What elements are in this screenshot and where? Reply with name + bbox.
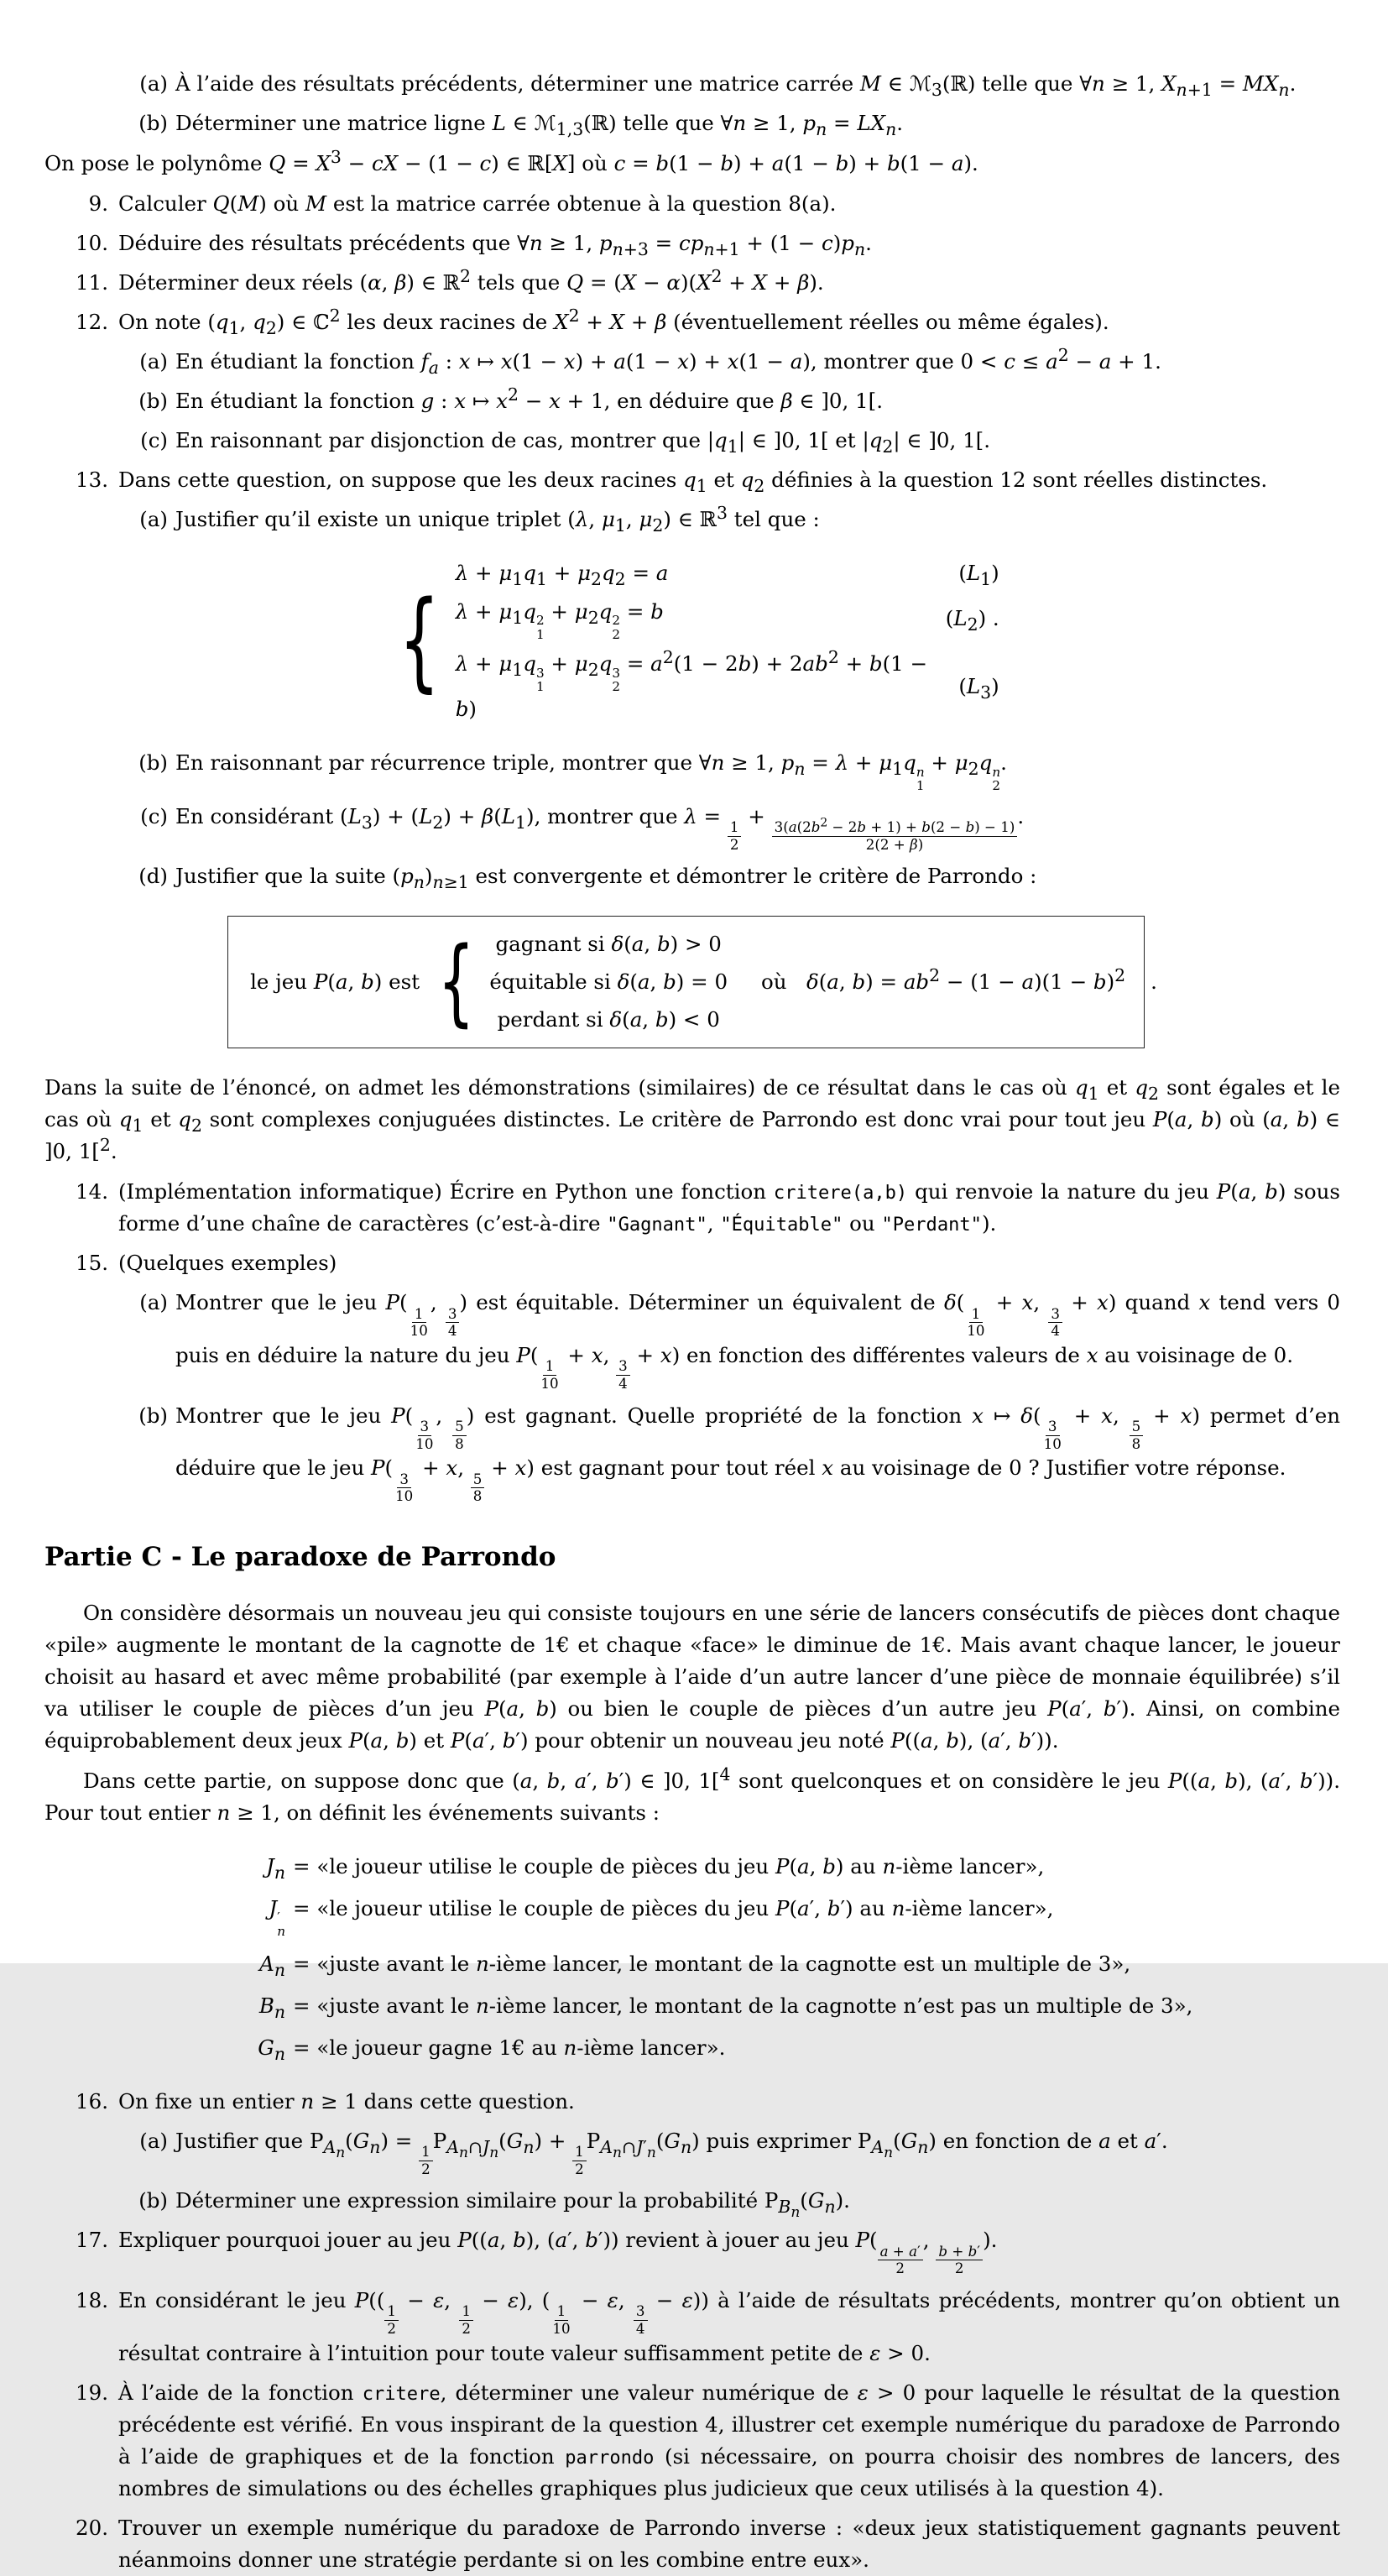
item-16a: [130, 2125, 1340, 2178]
item-13c: [130, 801, 1340, 854]
equation-L1: $\lambda + \mu_1q_1 + \mu_2q_2 = a$: [455, 560, 669, 589]
item-8a: [130, 68, 1340, 100]
question-12-label: 12.: [76, 309, 108, 334]
item-8b-text: Déterminer une matrice ligne L ∈ ℳ$_{1,3}$(ℝ) telle que ∀n ≥ 1, $p_n = LX_n$.: [175, 110, 904, 139]
item-12b: [130, 385, 1340, 417]
item-8b-label: (b): [138, 110, 168, 135]
event-Jn: [239, 1851, 1340, 1883]
item-12a: [130, 346, 1340, 378]
equation-system: { $\lambda + \mu_1q_1 + \mu_2q_2 = a$ $(L_1)$ $\lambda + \mu_1q$ 2 1 + $\mu_2q$ 2 2 = b $(L_2)$ . $\lambda + \mu_1q$ 3 1 + $\mu_2q$ 3 2 = $a^2(1 - 2b) + 2ab^2 + b(1 - b)$ $(L_3)$: [44, 557, 1340, 726]
equation-L3-tag: $(L_3)$: [958, 674, 999, 703]
event-Bn-symbol: $B_n$: [258, 1993, 285, 2022]
item-12b-text: En étudiant la fonction g : x ↦ $x^2 - x + 1$, en déduire que β ∈ ]0, 1[.: [175, 384, 883, 413]
event-An-symbol: $A_n$: [259, 1952, 285, 1980]
criterion-cases: [489, 928, 728, 1036]
item-13c-label: (c): [140, 803, 168, 828]
item-12c-text: En raisonnant par disjonction de cas, montrer que $|q_1|$ ∈ ]0, 1[ et $|q_2|$ ∈ ]0, 1[.: [175, 427, 990, 457]
question-17-text: Expliquer pourquoi jouer au jeu P((a, b), (a′, b′)) revient à jouer au jeu P( $\frac{a + a'}{2}$ , $\frac{b + b'}{2}$ ).: [118, 2228, 998, 2277]
event-Jn-prime-description: = «le joueur utilise le couple de pièces du jeu P(a′, b′) au n-ième lancer»,: [293, 1895, 1054, 1920]
question-10-text: Déduire des résultats précédents que ∀n ≥ 1, $p_{n+3} = cp_{n+1} + (1 - c)p_n$.: [118, 230, 872, 259]
item-13d: [130, 860, 1340, 892]
criterion-left: le jeu P(a, b) est: [250, 969, 420, 995]
item-16b-text: Déterminer une expression similaire pour la probabilité $P_{B_n}(G_n)$.: [175, 2188, 850, 2222]
equation-L1-tag: $(L_1)$: [958, 560, 999, 589]
item-13b-text: En raisonnant par récurrence triple, montrer que ∀n ≥ 1, $p_n = \lambda + \mu_1q$ n 1 + $\mu_2q$ n 2 .: [175, 750, 1007, 794]
item-13c-text: En considérant $(L_3) + (L_2) + \beta(L_1)$, montrer que λ = $\frac{1}{2}$ + $\frac{3(a(2b^2 - 2b + 1) + b(2 - b) - 1)}{2(2 + \beta)}$ .: [175, 803, 1025, 853]
question-18: [44, 2285, 1340, 2370]
item-13b: [130, 747, 1340, 792]
item-13d-label: (d): [138, 864, 168, 889]
event-Gn-description: = «le joueur gagne 1€ au n-ième lancer».: [293, 2035, 726, 2060]
event-Gn-symbol: $G_n$: [258, 2035, 285, 2064]
item-12b-label: (b): [138, 388, 168, 413]
item-15a-label: (a): [139, 1290, 168, 1315]
question-16: [44, 2086, 1340, 2118]
event-An-description: = «juste avant le n-ième lancer, le montant de la cagnotte est un multiple de 3»,: [293, 1952, 1131, 1976]
question-19-text: À l’aide de la fonction critere, déterminer une valeur numérique de ε > 0 pour laquelle le résultat de la question précédente est vérifié. En vous inspirant de la question 4, illustrer cet exemple numérique du paradoxe de Parrondo à l’aide de graphiques et de la fonction parrondo (si nécessaire, on pourra choisir des nombres de lancers, des nombres de simulations ou des échelles graphiques plus judicieux que ceux utilisés à la question 4).: [118, 2380, 1340, 2500]
question-20: [44, 2512, 1340, 2576]
item-13a-label: (a): [139, 506, 168, 531]
system-row-3: [456, 648, 999, 725]
event-Jn-prime-symbol: J ′ n: [269, 1895, 285, 1939]
question-20-label: 20.: [76, 2515, 108, 2540]
question-9: [44, 188, 1340, 220]
question-12-text: On note ($q_1$, $q_2$) ∈ ℂ$^2$ les deux racines de $X^2 + X + \beta$ (éventuellement réelles ou même égales).: [118, 305, 1109, 338]
events-definitions: [44, 1851, 1340, 2064]
item-12a-label: (a): [139, 348, 168, 374]
question-18-label: 18.: [76, 2288, 108, 2313]
question-13-label: 13.: [76, 467, 108, 492]
item-15b-text: Montrer que le jeu P( $\frac{3}{10}$ , $\frac{5}{8}$ ) est gagnant. Quelle propriété de la fonction x ↦ δ( $\frac{3}{10}$ + x, $\frac{5}{8}$ + x) permet d’en déduire que le jeu P( $\frac{3}{10}$ + x, $\frac{5}{8}$ + x) est gagnant pour tout réel x au voisinage de 0 ? Justifier votre réponse.: [175, 1403, 1341, 1505]
item-15a: [130, 1287, 1340, 1392]
item-16a-label: (a): [139, 2128, 168, 2153]
event-Gn: [239, 2032, 1340, 2064]
parrondo-criterion: [44, 916, 1340, 1048]
case-losing: perdant si δ(a, b) < 0: [497, 1007, 720, 1032]
item-13a: [130, 504, 1340, 536]
question-9-text: Calculer Q(M) où M est la matrice carrée obtenue à la question 8(a).: [118, 191, 837, 216]
question-13-text: Dans cette question, on suppose que les deux racines $q_1$ et $q_2$ définies à la question 12 sont réelles distinctes.: [118, 467, 1268, 496]
criterion-period: .: [1151, 969, 1157, 995]
event-Jn-prime: [239, 1893, 1340, 1938]
event-Jn-symbol: $J_n$: [266, 1853, 285, 1883]
question-10-label: 10.: [76, 230, 108, 255]
case-fair: équitable si δ(a, b) = 0: [489, 969, 728, 995]
polynomial-paragraph: On pose le polynôme $Q = X^3$ − cX − (1 − c) ∈ ℝ[X] où c = b(1 − b) + a(1 − b) + b(1 − a).: [44, 146, 978, 175]
question-15-label: 15.: [76, 1251, 108, 1276]
item-8a-label: (a): [139, 71, 168, 96]
item-12c-label: (c): [140, 427, 168, 452]
system-rows: [456, 557, 999, 726]
question-11: [44, 267, 1340, 299]
event-An: [239, 1948, 1340, 1980]
question-16-label: 16.: [76, 2088, 108, 2114]
item-15a-text: Montrer que le jeu P( $\frac{1}{10}$ , $\frac{3}{4}$ ) est équitable. Déterminer un équivalent de δ( $\frac{1}{10}$ + x, $\frac{3}{4}$ + x) quand x tend vers 0 puis en déduire la nature du jeu P( $\frac{1}{10}$ + x, $\frac{3}{4}$ + x) en fonction des différentes valeurs de x au voisinage de 0.: [175, 1290, 1341, 1392]
question-17: [44, 2224, 1340, 2277]
system-row-2: [456, 596, 999, 641]
item-13d-text: Justifier que la suite $(p_n)_{n\ge 1}$ est convergente et démontrer le critère de Parrondo :: [175, 864, 1037, 893]
question-14-label: 14.: [76, 1179, 108, 1204]
partc-intro-paragraph: On considère désormais un nouveau jeu qui consiste toujours en une série de lancers consécutifs de pièces dont chaque «pile» augmente le montant de la cagnotte de 1€ et chaque «face» le diminue de 1€. Mais avant chaque lancer, le joueur choisit au hasard et avec même probabilité (par exemple à l’aide d’un autre lancer d’une pièce de monnaie équilibrée) s’il va utiliser le couple de pièces d’un jeu P(a, b) ou bien le couple de pièces d’un autre jeu P(a′, b′). Ainsi, on combine équiprobablement deux jeux P(a, b) et P(a′, b′) pour obtenir un nouveau jeu noté P((a, b), (a′, b′)).: [44, 1600, 1340, 1753]
item-15b-label: (b): [138, 1403, 168, 1428]
section-heading-partie-c: Partie C - Le paradoxe de Parrondo: [44, 1541, 556, 1572]
equation-L2-tag: $(L_2)$ .: [945, 605, 999, 635]
criterion-delta-definition: où δ(a, $b) = ab^2 - (1 - a)(1 - b)^2$: [761, 965, 1126, 995]
item-16b: [130, 2185, 1340, 2222]
question-19-label: 19.: [76, 2380, 108, 2405]
question-11-label: 11.: [76, 269, 108, 295]
question-14-text: (Implémentation informatique) Écrire en Python une fonction critere(a,b) qui renvoie la nature du jeu P(a, b) sous forme d’une chaîne de caractères (c’est-à-dire "Gagnant", "Équitable" ou "Perdant").: [118, 1179, 1340, 1236]
criterion-box: le jeu P(a, b) est { gagnant si δ(a, b) > 0 équitable si δ(a, b) = 0 perdant si δ(a, b) < 0 où δ(a, $b) = ab^2 - (1 - a)(1 - b)^2$: [227, 916, 1145, 1048]
item-8a-text: À l’aide des résultats précédents, déterminer une matrice carrée M ∈ ℳ$_3$(ℝ) telle que ∀n ≥ 1, $X_{n+1} = MX_n$.: [175, 71, 1297, 100]
item-13a-text: Justifier qu’il existe un unique triplet (λ, $\mu_1$, $\mu_2$) ∈ ℝ$^3$ tel que :: [175, 502, 820, 536]
item-12c: [130, 425, 1340, 457]
question-12: [44, 306, 1340, 338]
item-16b-label: (b): [138, 2188, 168, 2213]
question-9-label: 9.: [88, 191, 108, 216]
question-17-label: 17.: [76, 2228, 108, 2253]
item-8b: [130, 107, 1340, 139]
item-15b: [130, 1400, 1340, 1505]
question-13: [44, 464, 1340, 496]
question-20-text: Trouver un exemple numérique du paradoxe de Parrondo inverse : «deux jeux statistiquement gagnants peuvent néanmoins donner une stratégie perdante si on les combine entre eux».: [118, 2515, 1340, 2572]
case-winning: gagnant si δ(a, b) > 0: [495, 932, 722, 957]
equation-L2: $\lambda + \mu_1q$ 2 1 + $\mu_2q$ 2 2 = b: [455, 598, 664, 642]
question-15: [44, 1247, 1340, 1279]
question-15-text: (Quelques exemples): [118, 1251, 337, 1276]
equation-L3: $\lambda + \mu_1q$ 3 1 + $\mu_2q$ 3 2 = $a^2(1 - 2b) + 2ab^2 + b(1 - b)$: [455, 646, 928, 722]
admitted-results-paragraph: Dans la suite de l’énoncé, on admet les démonstrations (similaires) de ce résultat dans le cas où $q_1$ et $q_2$ sont égales et le cas où $q_1$ et $q_2$ sont complexes conjuguées distinctes. Le critère de Parrondo est donc vrai pour tout jeu P(a, b) où (a, b) ∈ ]0, 1[$^2$.: [44, 1075, 1340, 1164]
event-Bn-description: = «juste avant le n-ième lancer, le montant de la cagnotte n’est pas un multiple de 3»,: [293, 1993, 1193, 2018]
question-14: [44, 1176, 1340, 1240]
event-Jn-description: = «le joueur utilise le couple de pièces du jeu P(a, b) au n-ième lancer»,: [293, 1853, 1045, 1878]
question-18-text: En considérant le jeu P(( $\frac{1}{2}$ − ε, $\frac{1}{2}$ − ε), ( $\frac{1}{10}$ − ε, $\frac{3}{4}$ − ε)) à l’aide de résultats précédents, montrer qu’on obtient un résultat contraire à l’intuition pour toute valeur suffisamment petite de ε > 0.: [118, 2288, 1341, 2365]
event-Bn: [239, 1990, 1340, 2022]
question-16-text: On fixe un entier n ≥ 1 dans cette question.: [118, 2088, 575, 2114]
partc-setup-paragraph: Dans cette partie, on suppose donc que (a, b, a′, b′) ∈ ]0, 1[$^4$ sont quelconques et on considère le jeu P((a, b), (a′, b′)). Pour tout entier n ≥ 1, on définit les événements suivants :: [44, 1763, 1341, 1825]
item-12a-text: En étudiant la fonction $f_a$ : x ↦ x(1 − x) + a(1 − x) + x(1 − a), montrer que $0 < c \le a^2 - a + 1$.: [175, 344, 1161, 378]
system-row-1: [456, 557, 999, 589]
question-11-text: Déterminer deux réels (α, β) ∈ ℝ$^2$ tels que $Q = (X - \alpha)(X^2 + X + \beta)$.: [118, 265, 824, 295]
item-16a-text: Justifier que $P_{A_n}(G_n)$ = $\frac{1}{2}$ $P_{A_n\cap J_n}(G_n)$ + $\frac{1}{2}$ $P_{A_n\cap J'_n}(G_n)$ puis exprimer $P_{A_n}(G_n)$ en fonction de a et a′.: [175, 2128, 1168, 2177]
item-13b-label: (b): [138, 750, 168, 776]
question-19: [44, 2377, 1340, 2505]
question-10: [44, 227, 1340, 259]
